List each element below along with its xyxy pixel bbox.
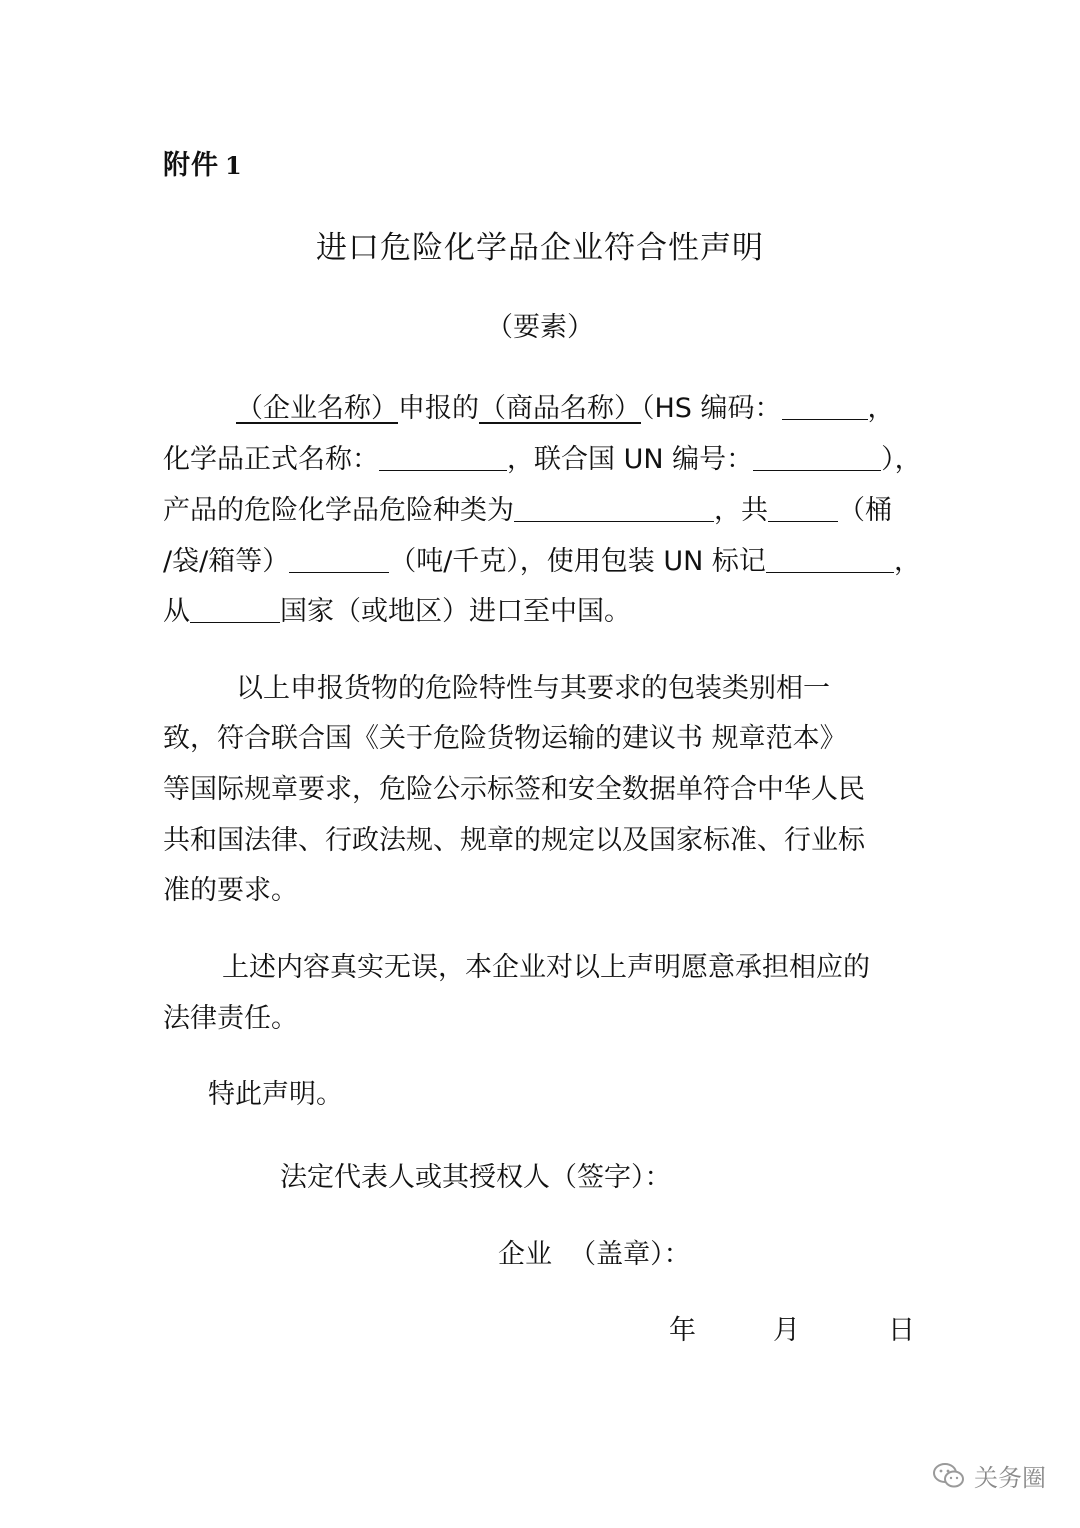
watermark [932, 1458, 1046, 1493]
weight-blank[interactable] [289, 546, 389, 573]
attachment-label [163, 143, 243, 182]
paragraph-3-line-2: 法律责任。 [163, 1003, 298, 1034]
representative-signature-label: 法定代表人或其授权人（签字）： [280, 1162, 672, 1193]
paragraph-2-line-4: 共和国法律、行政法规、规章的规定以及国家标准、行业标 [163, 825, 865, 856]
document-subtitle: （要素） [486, 312, 594, 343]
country-blank[interactable] [190, 596, 280, 623]
hazard-class-blank[interactable] [514, 495, 714, 522]
product-name-field[interactable]: （商品名称） [479, 393, 641, 424]
comma-3: ， [893, 546, 921, 577]
company-name-field[interactable]: （企业名称） [236, 393, 398, 424]
paragraph-2-line-1: 以上申报货物的危险特性与其要求的包装类别相一 [236, 673, 830, 704]
un-number-blank[interactable] [753, 444, 881, 471]
wechat-icon [932, 1461, 966, 1491]
un-number-label: ，联合国 UN 编号： [507, 444, 754, 475]
paragraph-2-line-2: 致，符合联合国《关于危险货物运输的建议书 规章范本》 [163, 723, 847, 754]
hazard-class-label: 产品的危险化学品危险种类为 [163, 495, 514, 526]
paragraph-3-line-1: 上述内容真实无误，本企业对以上声明愿意承担相应的 [222, 952, 870, 983]
from-label: 从 [163, 596, 190, 627]
container-open: （桶 [838, 495, 892, 526]
date-month-label: 月 [773, 1315, 800, 1346]
comma-1: ， [867, 393, 895, 424]
attachment-text: 附件 [163, 150, 219, 181]
declaration-line-1 [236, 392, 895, 426]
paragraph-2-line-5: 准的要求。 [163, 875, 298, 906]
document-title: 进口危险化学品企业符合性声明 [316, 230, 764, 266]
paragraph-2-line-3: 等国际规章要求，危险公示标签和安全数据单符合中华人民 [163, 774, 865, 805]
hs-code-label: （HS 编码： [641, 393, 782, 424]
company-seal-label: 企业 （盖章）： [498, 1239, 691, 1270]
chemical-name-label: 化学品正式名称： [163, 444, 379, 475]
quantity-blank[interactable] [768, 495, 838, 522]
chemical-name-blank[interactable] [379, 444, 507, 471]
total-label: ，共 [714, 495, 768, 526]
hs-code-blank[interactable] [782, 393, 868, 420]
declaration-line-4 [163, 545, 921, 579]
close-paren: ）， [881, 444, 922, 475]
container-close: /袋/箱等） [163, 546, 290, 577]
watermark-text: 关务圈 [974, 1464, 1046, 1492]
declaration-line-2 [163, 443, 922, 477]
declaration-line-3 [163, 494, 892, 528]
date-day-label: 日 [888, 1315, 915, 1346]
country-label: 国家（或地区）进口至中国。 [280, 596, 631, 627]
un-mark-blank[interactable] [766, 546, 894, 573]
closing-statement: 特此声明。 [208, 1079, 343, 1110]
unit-label: （吨/千克），使用包装 UN 标记 [389, 546, 766, 577]
attachment-number: 1 [225, 151, 243, 180]
declared-by-text: 申报的 [398, 393, 479, 424]
date-year-label: 年 [669, 1315, 696, 1346]
declaration-line-5 [163, 595, 631, 629]
